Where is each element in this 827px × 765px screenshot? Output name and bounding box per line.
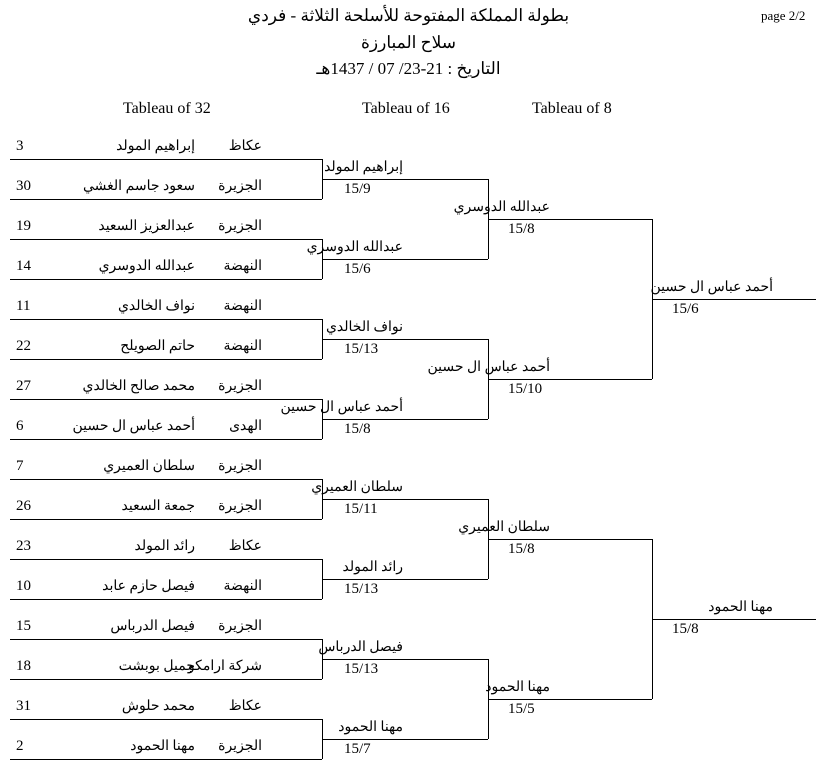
bracket-line [10, 159, 322, 160]
entrant-club: الجزيرة [218, 619, 262, 634]
bracket-line [488, 219, 652, 220]
bracket-line [10, 359, 322, 360]
entrant-name: عبدالله الدوسري [98, 259, 195, 274]
winner-name: سلطان العميري [458, 520, 550, 535]
entrant-name: رائد المولد [134, 539, 195, 554]
entrant-name: محمد صالح الخالدي [82, 379, 195, 394]
header-tableau-16: Tableau of 16 [362, 100, 450, 117]
entrant-seed: 6 [16, 418, 24, 434]
entrant-club: عكاظ [228, 139, 262, 154]
winner-name: أحمد عباس ال حسين [427, 360, 550, 375]
bracket-line [322, 499, 488, 500]
page-number: page 2/2 [761, 8, 806, 23]
bracket-line [322, 179, 488, 180]
winner-name: رائد المولد [342, 560, 403, 575]
entrant-club: الجزيرة [218, 739, 262, 754]
bracket-line [652, 299, 816, 300]
header-tableau-8: Tableau of 8 [532, 100, 612, 117]
entrant-seed: 10 [16, 578, 31, 594]
entrant-club: الجزيرة [218, 499, 262, 514]
bracket-line [10, 319, 322, 320]
entrant-name: محمد حلوش [121, 699, 195, 714]
entrant-club: النهضة [223, 579, 262, 594]
winner-name: فيصل الدرباس [318, 640, 403, 655]
entrant-seed: 11 [16, 298, 31, 314]
bout-score: 15/11 [344, 501, 378, 517]
entrant-club: الجزيرة [218, 459, 262, 474]
entrant-club: النهضة [223, 299, 262, 314]
bout-score: 15/7 [344, 741, 371, 757]
bracket-line [10, 759, 322, 760]
bracket-line [488, 539, 652, 540]
entrant-name: جميل بوبشت [118, 659, 195, 674]
winner-name: عبدالله الدوسري [306, 240, 403, 255]
entrant-name: فيصل الدرباس [110, 619, 195, 634]
entrant-name: سعود جاسم الغشي [83, 179, 195, 194]
bracket-line [322, 739, 488, 740]
bout-score: 15/8 [508, 541, 535, 557]
bout-score: 15/8 [672, 621, 699, 637]
date-line: التاريخ : 21-23/ 07 / 1437هـ [316, 59, 501, 78]
bracket-line [10, 399, 322, 400]
bracket-line [10, 679, 322, 680]
tournament-title: بطولة المملكة المفتوحة للأسلحة الثلاثة - فردي [247, 6, 570, 25]
bracket-line [322, 339, 488, 340]
bout-score: 15/13 [344, 581, 379, 597]
entrant-name: سلطان العميري [103, 459, 195, 474]
entrant-name: مهنا الحمود [130, 739, 195, 754]
entrant-name: أحمد عباس ال حسين [72, 419, 195, 434]
entrant-club: الجزيرة [218, 179, 262, 194]
bracket-line [10, 279, 322, 280]
bracket-line [322, 419, 488, 420]
bracket-line [10, 599, 322, 600]
bout-score: 15/13 [344, 661, 379, 677]
entrant-seed: 26 [16, 498, 31, 514]
bout-score: 15/8 [508, 221, 535, 237]
entrant-seed: 14 [16, 258, 31, 274]
entrant-club: عكاظ [228, 539, 262, 554]
entrant-club: الهدى [229, 419, 262, 434]
entrant-seed: 3 [16, 138, 24, 154]
entrant-name: عبدالعزيز السعيد [98, 219, 195, 234]
bracket-line [652, 619, 816, 620]
entrant-club: عكاظ [228, 699, 262, 714]
winner-name: سلطان العميري [311, 480, 403, 495]
bout-score: 15/10 [508, 381, 543, 397]
winner-name: مهنا الحمود [338, 720, 403, 735]
entrant-club: الجزيرة [218, 219, 262, 234]
winner-name: مهنا الحمود [708, 600, 773, 615]
bracket-line [10, 519, 322, 520]
winner-name: إبراهيم المولد [324, 160, 403, 175]
entrant-club: النهضة [223, 339, 262, 354]
bout-score: 15/9 [344, 181, 371, 197]
bout-score: 15/8 [344, 421, 371, 437]
entrant-name: إبراهيم المولد [116, 139, 195, 154]
header-tableau-32: Tableau of 32 [123, 100, 211, 117]
entrant-club: النهضة [223, 259, 262, 274]
winner-name: أحمد عباس ال حسين [650, 280, 773, 295]
entrant-name: حاتم الصويلح [120, 339, 195, 354]
entrant-seed: 2 [16, 738, 24, 754]
entrant-seed: 7 [16, 458, 24, 474]
bracket-line [488, 379, 652, 380]
entrant-seed: 31 [16, 698, 31, 714]
bout-score: 15/13 [344, 341, 379, 357]
bracket-line [10, 239, 322, 240]
entrant-seed: 23 [16, 538, 31, 554]
entrant-seed: 19 [16, 218, 31, 234]
bracket-line [322, 659, 488, 660]
bracket-line [322, 579, 488, 580]
bracket-line [10, 639, 322, 640]
entrant-name: فيصل حازم عابد [102, 579, 195, 594]
entrant-name: جمعة السعيد [121, 499, 195, 514]
bout-score: 15/5 [508, 701, 535, 717]
entrant-seed: 18 [16, 658, 31, 674]
bout-score: 15/6 [344, 261, 371, 277]
entrant-club: الجزيرة [218, 379, 262, 394]
bracket-line [10, 479, 322, 480]
entrant-seed: 30 [16, 178, 31, 194]
entrant-club: شركة ارامكو [187, 659, 262, 674]
bracket-line [10, 439, 322, 440]
bout-score: 15/6 [672, 301, 699, 317]
bracket-line [322, 259, 488, 260]
winner-name: مهنا الحمود [485, 680, 550, 695]
entrant-seed: 15 [16, 618, 31, 634]
entrant-seed: 22 [16, 338, 31, 354]
entrant-seed: 27 [16, 378, 31, 394]
winner-name: نواف الخالدي [325, 320, 403, 335]
bracket-line [488, 699, 652, 700]
bracket-line [10, 199, 322, 200]
bracket-line [10, 719, 322, 720]
entrant-name: نواف الخالدي [117, 299, 195, 314]
winner-name: عبدالله الدوسري [453, 200, 550, 215]
bracket-line [10, 559, 322, 560]
weapon-subtitle: سلاح المبارزة [361, 33, 456, 52]
winner-name: أحمد عباس ال حسين [280, 400, 403, 415]
